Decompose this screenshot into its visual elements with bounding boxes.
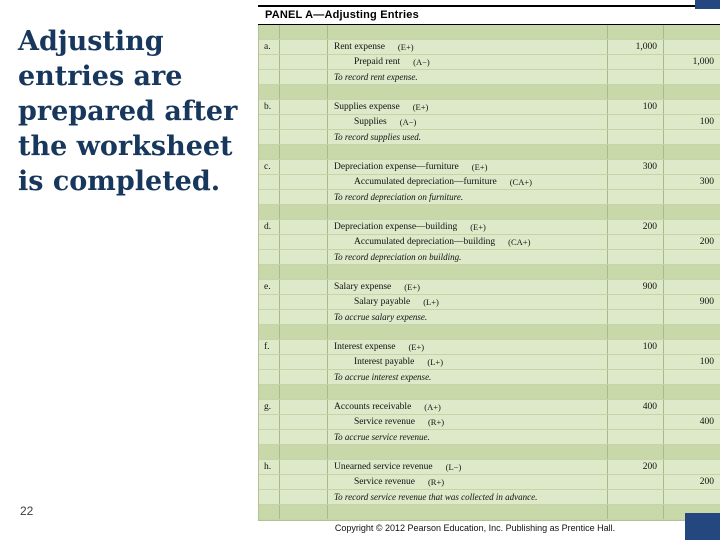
entry-letter-cell bbox=[259, 310, 279, 324]
account-cell bbox=[327, 55, 607, 69]
account-marker: (CA+) bbox=[509, 177, 532, 187]
account-name: Interest payable bbox=[354, 357, 415, 367]
account-name: Supplies bbox=[354, 117, 387, 127]
entry-letter-cell bbox=[259, 505, 279, 519]
debit-amount-cell bbox=[607, 430, 663, 444]
credit-amount-cell bbox=[663, 280, 720, 294]
account-name: Service revenue bbox=[354, 417, 415, 427]
account-name: Depreciation expense—furniture bbox=[334, 162, 459, 172]
debit-amount-cell bbox=[607, 325, 663, 339]
date-cell bbox=[279, 340, 327, 354]
account-cell: To record depreciation on furniture. bbox=[327, 190, 607, 204]
journal-row bbox=[259, 115, 720, 130]
account-cell bbox=[327, 355, 607, 369]
journal-row bbox=[259, 445, 720, 460]
account-cell: To record supplies used. bbox=[327, 130, 607, 144]
debit-amount-cell: 300 bbox=[607, 160, 663, 174]
date-cell bbox=[279, 445, 327, 459]
entry-letter-cell bbox=[259, 25, 279, 39]
entry-letter-cell bbox=[259, 85, 279, 99]
entry-letter-cell bbox=[259, 70, 279, 84]
entry-letter-cell bbox=[259, 145, 279, 159]
credit-amount-cell bbox=[663, 385, 720, 399]
account-cell bbox=[327, 295, 607, 309]
journal-row bbox=[259, 415, 720, 430]
entry-letter-cell bbox=[259, 295, 279, 309]
account-marker: (R+) bbox=[427, 477, 445, 487]
date-cell bbox=[279, 505, 327, 519]
journal-row bbox=[259, 490, 720, 505]
debit-amount-cell bbox=[607, 175, 663, 189]
date-cell bbox=[279, 490, 327, 504]
journal-row bbox=[259, 325, 720, 340]
date-cell bbox=[279, 145, 327, 159]
date-cell bbox=[279, 265, 327, 279]
debit-amount-cell bbox=[607, 130, 663, 144]
entry-letter-cell bbox=[259, 385, 279, 399]
journal-row bbox=[259, 220, 720, 235]
account-marker: (A−) bbox=[413, 57, 430, 67]
credit-amount-cell bbox=[663, 370, 720, 384]
date-cell bbox=[279, 70, 327, 84]
date-cell bbox=[279, 325, 327, 339]
credit-amount-cell: 200 bbox=[663, 475, 720, 489]
debit-amount-cell bbox=[607, 70, 663, 84]
journal-row bbox=[259, 400, 720, 415]
credit-amount-cell bbox=[663, 85, 720, 99]
journal-row bbox=[259, 40, 720, 55]
account-marker: (E+) bbox=[404, 282, 420, 292]
date-cell bbox=[279, 40, 327, 54]
journal-row bbox=[259, 355, 720, 370]
debit-amount-cell bbox=[607, 415, 663, 429]
account-name: Rent expense bbox=[334, 42, 385, 52]
journal-row bbox=[259, 310, 720, 325]
journal-row bbox=[259, 160, 720, 175]
credit-amount-cell bbox=[663, 250, 720, 264]
panel-header: PANEL A—Adjusting Entries bbox=[258, 5, 720, 25]
account-cell bbox=[327, 385, 607, 399]
account-cell bbox=[327, 145, 607, 159]
credit-amount-cell bbox=[663, 220, 720, 234]
journal-row bbox=[259, 235, 720, 250]
account-cell: To record service revenue that was collected in advance. bbox=[327, 490, 607, 504]
credit-amount-cell bbox=[663, 160, 720, 174]
credit-amount-cell: 200 bbox=[663, 235, 720, 249]
credit-amount-cell bbox=[663, 190, 720, 204]
debit-amount-cell bbox=[607, 55, 663, 69]
account-cell: To accrue salary expense. bbox=[327, 310, 607, 324]
account-cell bbox=[327, 445, 607, 459]
account-marker: (E+) bbox=[412, 102, 429, 112]
account-cell: To accrue service revenue. bbox=[327, 430, 607, 444]
credit-amount-cell bbox=[663, 460, 720, 474]
entry-letter-cell: d. bbox=[264, 222, 272, 232]
debit-amount-cell: 400 bbox=[607, 400, 663, 414]
entry-letter-cell bbox=[259, 130, 279, 144]
credit-amount-cell bbox=[663, 145, 720, 159]
account-cell bbox=[327, 115, 607, 129]
debit-amount-cell bbox=[607, 235, 663, 249]
debit-amount-cell bbox=[607, 295, 663, 309]
entry-letter-cell: g. bbox=[264, 402, 272, 412]
entry-letter-cell bbox=[259, 490, 279, 504]
credit-amount-cell: 100 bbox=[663, 355, 720, 369]
account-name: Service revenue bbox=[354, 477, 415, 487]
account-cell bbox=[327, 340, 607, 354]
account-marker: (E+) bbox=[397, 42, 414, 52]
slide-title: Adjusting entries are prepared after the worksheet is completed. bbox=[18, 26, 238, 198]
journal-row bbox=[259, 190, 720, 205]
journal-row bbox=[259, 430, 720, 445]
page-number: 22 bbox=[20, 504, 34, 518]
credit-amount-cell bbox=[663, 430, 720, 444]
account-marker: (L+) bbox=[423, 297, 439, 307]
journal-row bbox=[259, 205, 720, 220]
corner-accent-bottom-right bbox=[685, 513, 720, 540]
entry-letter-cell bbox=[259, 445, 279, 459]
journal-row bbox=[259, 130, 720, 145]
debit-amount-cell: 100 bbox=[607, 100, 663, 114]
date-cell bbox=[279, 130, 327, 144]
credit-amount-cell: 900 bbox=[663, 295, 720, 309]
debit-amount-cell bbox=[607, 445, 663, 459]
date-cell bbox=[279, 85, 327, 99]
journal-row bbox=[259, 250, 720, 265]
debit-amount-cell bbox=[607, 385, 663, 399]
journal-row bbox=[259, 175, 720, 190]
credit-amount-cell bbox=[663, 40, 720, 54]
date-cell bbox=[279, 175, 327, 189]
credit-amount-cell bbox=[663, 265, 720, 279]
account-name: Prepaid rent bbox=[354, 57, 401, 67]
journal-row bbox=[259, 295, 720, 310]
date-cell bbox=[279, 115, 327, 129]
account-marker: (E+) bbox=[408, 342, 425, 352]
account-cell bbox=[327, 175, 607, 189]
journal-row bbox=[259, 340, 720, 355]
debit-amount-cell bbox=[607, 370, 663, 384]
account-cell bbox=[327, 415, 607, 429]
entry-letter-cell bbox=[259, 190, 279, 204]
account-marker: (L+) bbox=[427, 357, 444, 367]
credit-amount-cell bbox=[663, 400, 720, 414]
journal-row bbox=[259, 370, 720, 385]
adjusting-entries-panel bbox=[258, 0, 720, 521]
credit-amount-cell bbox=[663, 490, 720, 504]
date-cell bbox=[279, 280, 327, 294]
account-cell bbox=[327, 505, 607, 519]
journal-row bbox=[259, 70, 720, 85]
entry-letter-cell bbox=[259, 370, 279, 384]
account-marker: (A+) bbox=[424, 402, 441, 412]
entry-letter-cell bbox=[259, 250, 279, 264]
debit-amount-cell bbox=[607, 265, 663, 279]
credit-amount-cell bbox=[663, 25, 720, 39]
credit-amount-cell bbox=[663, 70, 720, 84]
account-cell bbox=[327, 280, 607, 294]
account-cell bbox=[327, 325, 607, 339]
account-marker: (CA+) bbox=[508, 237, 531, 247]
debit-amount-cell bbox=[607, 190, 663, 204]
date-cell bbox=[279, 385, 327, 399]
account-name: Salary payable bbox=[354, 297, 411, 307]
journal-row bbox=[259, 280, 720, 295]
entry-letter-cell bbox=[259, 235, 279, 249]
account-cell bbox=[327, 25, 607, 39]
debit-amount-cell bbox=[607, 85, 663, 99]
journal-row bbox=[259, 145, 720, 160]
date-cell bbox=[279, 25, 327, 39]
entry-letter-cell bbox=[259, 265, 279, 279]
account-cell bbox=[327, 400, 607, 414]
account-marker: (R+) bbox=[427, 417, 445, 427]
date-cell bbox=[279, 370, 327, 384]
copyright-footer: Copyright © 2012 Pearson Education, Inc. Publishing as Prentice Hall. bbox=[334, 523, 616, 533]
credit-amount-cell bbox=[663, 310, 720, 324]
date-cell bbox=[279, 160, 327, 174]
account-marker: (E+) bbox=[470, 222, 486, 232]
debit-amount-cell: 200 bbox=[607, 460, 663, 474]
entry-letter-cell: e. bbox=[264, 282, 271, 292]
entry-letter-cell bbox=[259, 115, 279, 129]
journal-row bbox=[259, 85, 720, 100]
debit-amount-cell bbox=[607, 310, 663, 324]
account-marker: (E+) bbox=[471, 162, 488, 172]
entry-letter-cell: h. bbox=[264, 462, 272, 472]
entry-letter-cell bbox=[259, 325, 279, 339]
journal-row bbox=[259, 475, 720, 490]
entry-letter-cell bbox=[259, 175, 279, 189]
debit-amount-cell bbox=[607, 205, 663, 219]
journal-row bbox=[259, 385, 720, 400]
debit-amount-cell: 100 bbox=[607, 340, 663, 354]
account-cell bbox=[327, 85, 607, 99]
account-name: Supplies expense bbox=[334, 102, 400, 112]
credit-amount-cell bbox=[663, 130, 720, 144]
date-cell bbox=[279, 460, 327, 474]
debit-amount-cell bbox=[607, 355, 663, 369]
entry-letter-cell: b. bbox=[264, 102, 272, 112]
account-name: Unearned service revenue bbox=[334, 462, 433, 472]
journal-row bbox=[259, 505, 720, 520]
date-cell bbox=[279, 55, 327, 69]
debit-amount-cell bbox=[607, 475, 663, 489]
credit-amount-cell bbox=[663, 325, 720, 339]
account-cell bbox=[327, 100, 607, 114]
journal-row bbox=[259, 55, 720, 70]
credit-amount-cell: 100 bbox=[663, 115, 720, 129]
entry-letter-cell bbox=[259, 205, 279, 219]
account-cell bbox=[327, 40, 607, 54]
account-name: Accumulated depreciation—building bbox=[354, 237, 496, 247]
debit-amount-cell bbox=[607, 115, 663, 129]
account-name: Depreciation expense—building bbox=[334, 222, 458, 232]
date-cell bbox=[279, 400, 327, 414]
debit-amount-cell: 1,000 bbox=[607, 40, 663, 54]
account-name: Accumulated depreciation—furniture bbox=[354, 177, 497, 187]
date-cell bbox=[279, 295, 327, 309]
date-cell bbox=[279, 220, 327, 234]
entry-letter-cell: c. bbox=[264, 162, 271, 172]
date-cell bbox=[279, 190, 327, 204]
account-cell bbox=[327, 235, 607, 249]
date-cell bbox=[279, 475, 327, 489]
debit-amount-cell: 900 bbox=[607, 280, 663, 294]
account-name: Salary expense bbox=[334, 282, 392, 292]
account-cell bbox=[327, 205, 607, 219]
credit-amount-cell: 1,000 bbox=[663, 55, 720, 69]
account-name: Interest expense bbox=[334, 342, 396, 352]
debit-amount-cell bbox=[607, 145, 663, 159]
account-marker: (L−) bbox=[445, 462, 462, 472]
entry-letter-cell: f. bbox=[264, 342, 270, 352]
credit-amount-cell: 400 bbox=[663, 415, 720, 429]
date-cell bbox=[279, 430, 327, 444]
credit-amount-cell bbox=[663, 445, 720, 459]
account-name: Accounts receivable bbox=[334, 402, 412, 412]
journal-table bbox=[258, 25, 720, 521]
journal-row bbox=[259, 100, 720, 115]
account-cell bbox=[327, 460, 607, 474]
credit-amount-cell bbox=[663, 100, 720, 114]
journal-row bbox=[259, 460, 720, 475]
date-cell bbox=[279, 415, 327, 429]
credit-amount-cell bbox=[663, 205, 720, 219]
account-cell: To record rent expense. bbox=[327, 70, 607, 84]
debit-amount-cell bbox=[607, 505, 663, 519]
date-cell bbox=[279, 250, 327, 264]
date-cell bbox=[279, 205, 327, 219]
account-cell: To record depreciation on building. bbox=[327, 250, 607, 264]
journal-row bbox=[259, 265, 720, 280]
date-cell bbox=[279, 100, 327, 114]
date-cell bbox=[279, 235, 327, 249]
account-marker: (A−) bbox=[399, 117, 417, 127]
journal-row bbox=[259, 25, 720, 40]
account-cell bbox=[327, 265, 607, 279]
credit-amount-cell: 300 bbox=[663, 175, 720, 189]
debit-amount-cell: 200 bbox=[607, 220, 663, 234]
debit-amount-cell bbox=[607, 25, 663, 39]
date-cell bbox=[279, 355, 327, 369]
date-cell bbox=[279, 310, 327, 324]
account-cell bbox=[327, 160, 607, 174]
corner-accent-top-right bbox=[695, 0, 720, 9]
entry-letter-cell: a. bbox=[264, 42, 271, 52]
entry-letter-cell bbox=[259, 475, 279, 489]
account-cell bbox=[327, 220, 607, 234]
entry-letter-cell bbox=[259, 55, 279, 69]
entry-letter-cell bbox=[259, 355, 279, 369]
account-cell bbox=[327, 475, 607, 489]
entry-letter-cell bbox=[259, 415, 279, 429]
account-cell: To accrue interest expense. bbox=[327, 370, 607, 384]
entry-letter-cell bbox=[259, 430, 279, 444]
debit-amount-cell bbox=[607, 250, 663, 264]
debit-amount-cell bbox=[607, 490, 663, 504]
credit-amount-cell bbox=[663, 340, 720, 354]
